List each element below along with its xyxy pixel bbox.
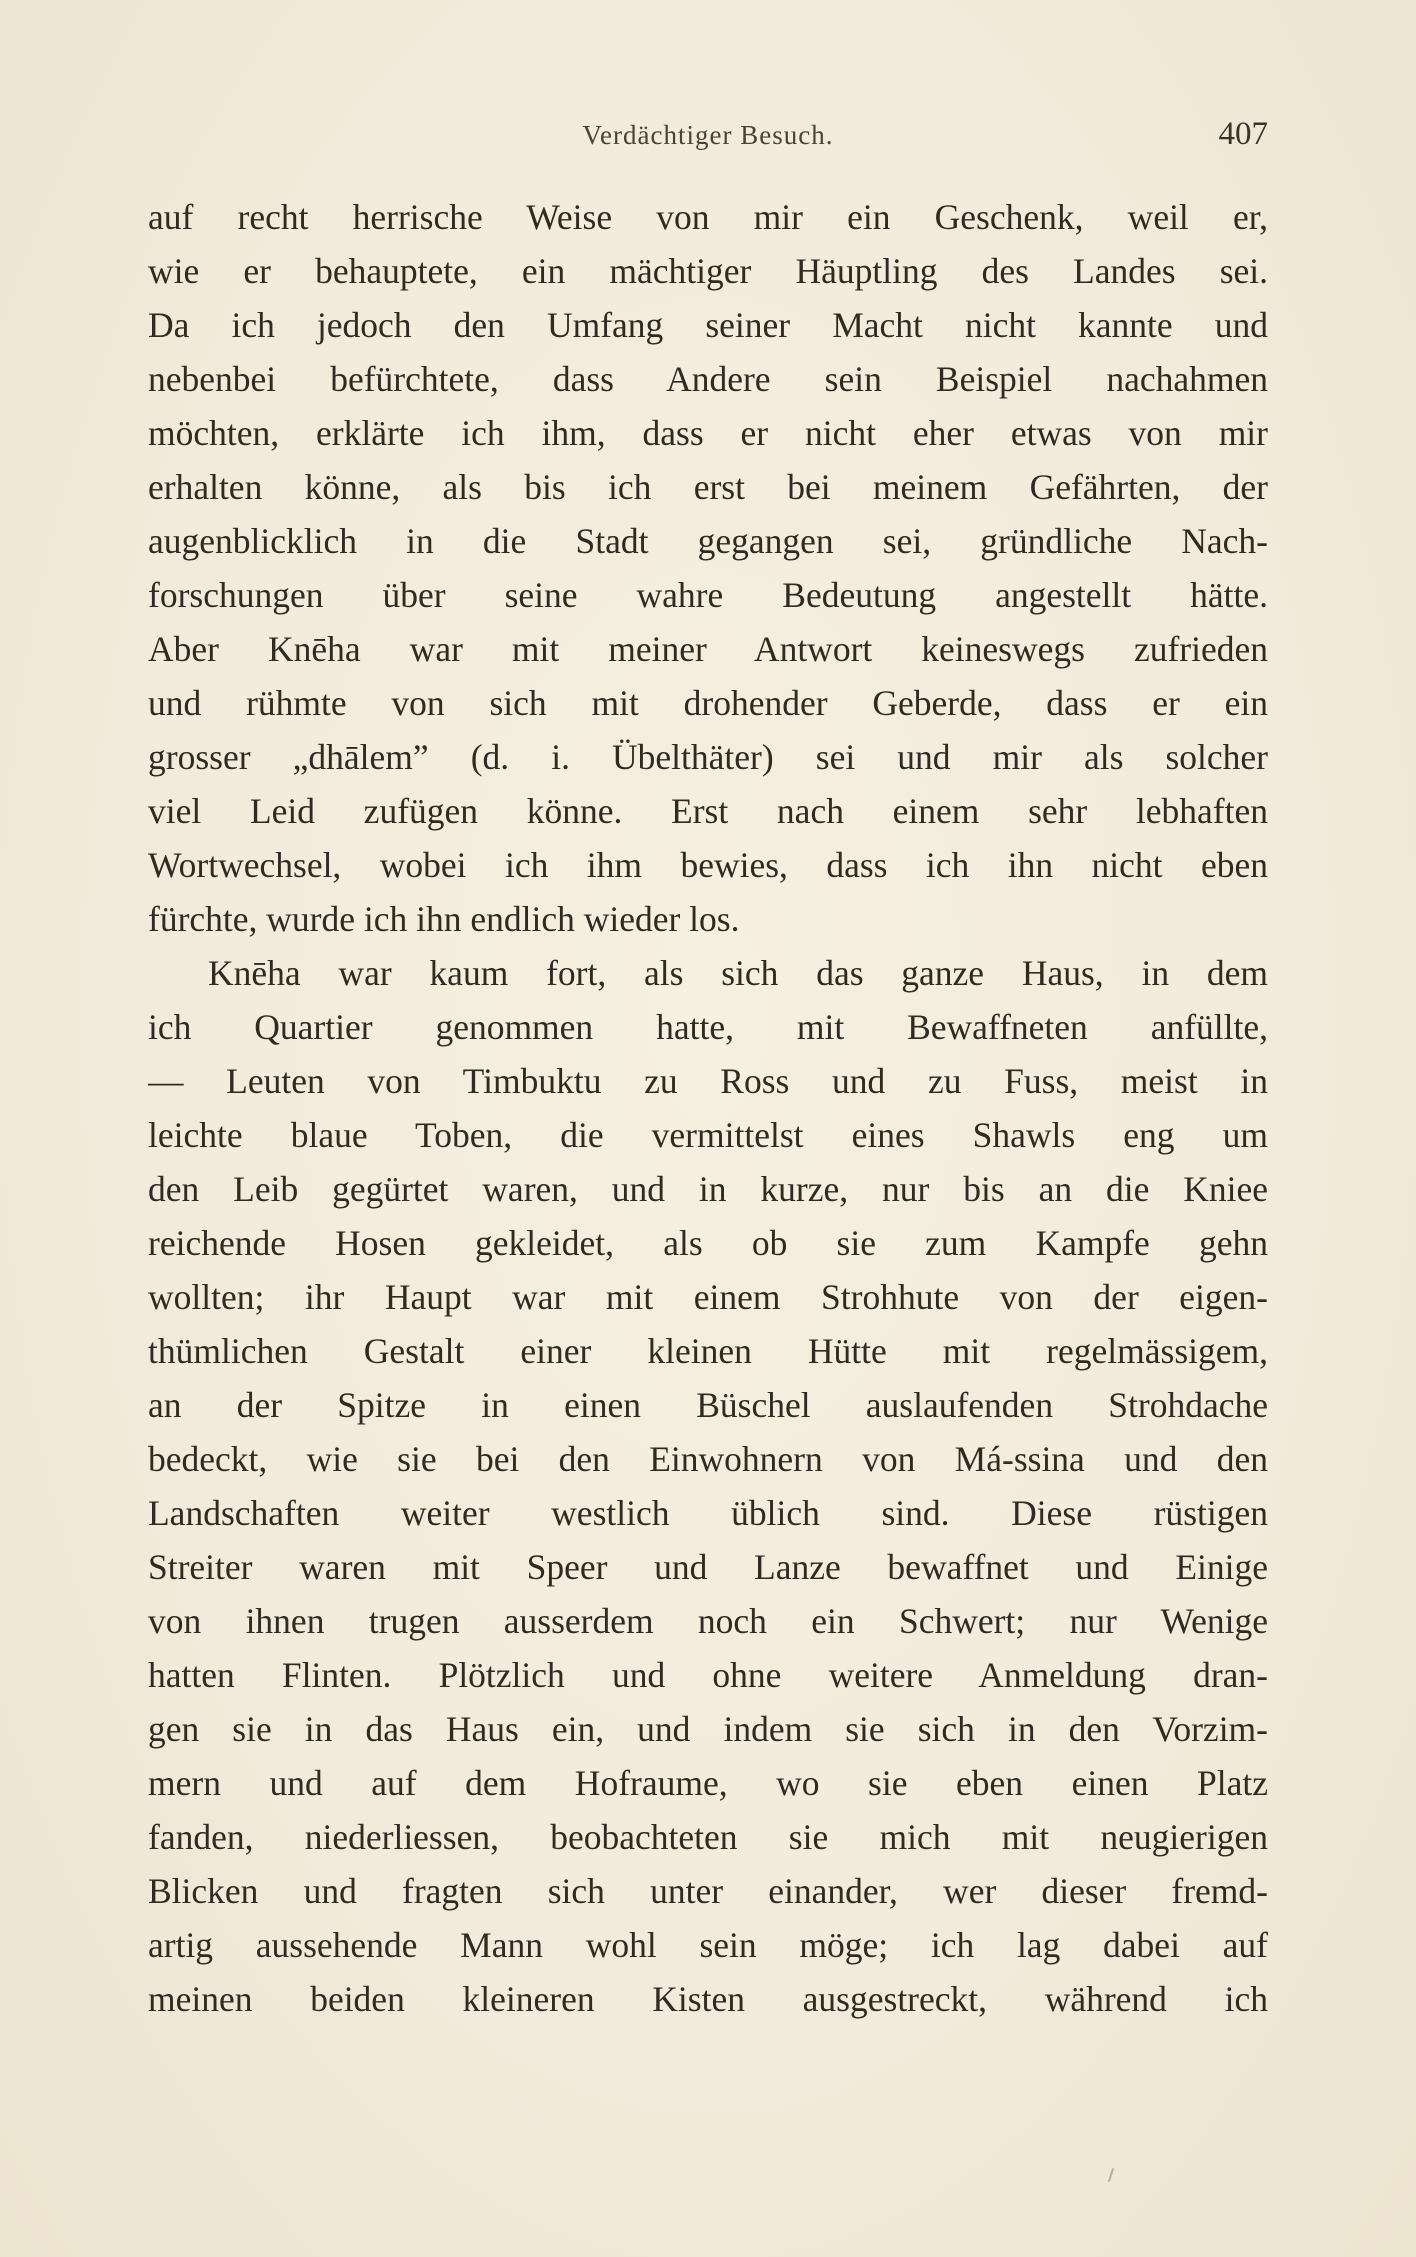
- text-line: möchten, erklärte ich ihm, dass er nicht eher etwas von mir: [148, 413, 1268, 453]
- text-line: grosser „dhālem” (d. i. Übelthäter) sei und mir als solcher: [148, 737, 1268, 777]
- text-line: Aber Knēha war mit meiner Antwort keineswegs zufrieden: [148, 629, 1268, 669]
- text-line: gen sie in das Haus ein, und indem sie sich in den Vorzim-: [148, 1709, 1268, 1749]
- text-line: den Leib gegürtet waren, und in kurze, nur bis an die Kniee: [148, 1169, 1268, 1209]
- text-line: meinen beiden kleineren Kisten ausgestreckt, während ich: [148, 1979, 1268, 2019]
- text-line: wollten; ihr Haupt war mit einem Strohhute von der eigen-: [148, 1277, 1268, 1317]
- text-line: bedeckt, wie sie bei den Einwohnern von Má-ssina und den: [148, 1439, 1268, 1479]
- body-text: [148, 190, 1268, 2026]
- text-line: fanden, niederliessen, beobachteten sie mich mit neugierigen: [148, 1817, 1268, 1857]
- text-line: Streiter waren mit Speer und Lanze bewaffnet und Einige: [148, 1547, 1268, 1587]
- text-line: leichte blaue Toben, die vermittelst eines Shawls eng um: [148, 1115, 1268, 1155]
- text-line: ich Quartier genommen hatte, mit Bewaffneten anfüllte,: [148, 1007, 1268, 1047]
- text-line: und rühmte von sich mit drohender Geberde, dass er ein: [148, 683, 1268, 723]
- text-line: forschungen über seine wahre Bedeutung angestellt hätte.: [148, 575, 1268, 615]
- text-line: thümlichen Gestalt einer kleinen Hütte mit regelmässigem,: [148, 1331, 1268, 1371]
- text-line: an der Spitze in einen Büschel auslaufenden Strohdache: [148, 1385, 1268, 1425]
- text-line: — Leuten von Timbuktu zu Ross und zu Fuss, meist in: [148, 1061, 1268, 1101]
- text-line: artig aussehende Mann wohl sein möge; ich lag dabei auf: [148, 1925, 1268, 1965]
- running-title: Verdächtiger Besuch.: [582, 120, 834, 150]
- text-line: erhalten könne, als bis ich erst bei meinem Gefährten, der: [148, 467, 1268, 507]
- text-line: viel Leid zufügen könne. Erst nach einem sehr lebhaften: [148, 791, 1268, 831]
- text-line: von ihnen trugen ausserdem noch ein Schwert; nur Wenige: [148, 1601, 1268, 1641]
- text-line: mern und auf dem Hofraume, wo sie eben einen Platz: [148, 1763, 1268, 1803]
- text-line: augenblicklich in die Stadt gegangen sei, gründliche Nach-: [148, 521, 1268, 561]
- text-line: reichende Hosen gekleidet, als ob sie zum Kampfe gehn: [148, 1223, 1268, 1263]
- text-line: Blicken und fragten sich unter einander, wer dieser fremd-: [148, 1871, 1268, 1911]
- text-line: hatten Flinten. Plötzlich und ohne weitere Anmeldung dran-: [148, 1655, 1268, 1695]
- text-line: fürchte, wurde ich ihn endlich wieder los.: [148, 899, 740, 939]
- text-line: nebenbei befürchtete, dass Andere sein Beispiel nachahmen: [148, 359, 1268, 399]
- text-line: Wortwechsel, wobei ich ihm bewies, dass ich ihn nicht eben: [148, 845, 1268, 885]
- page-number: 407: [1218, 116, 1268, 152]
- running-head: [148, 116, 1268, 160]
- text-line: wie er behauptete, ein mächtiger Häuptling des Landes sei.: [148, 251, 1268, 291]
- text-line: auf recht herrische Weise von mir ein Geschenk, weil er,: [148, 197, 1268, 237]
- paper-blemish: [1108, 2168, 1114, 2182]
- text-line: Landschaften weiter westlich üblich sind. Diese rüstigen: [148, 1493, 1268, 1533]
- text-line: Knēha war kaum fort, als sich das ganze Haus, in dem: [208, 953, 1268, 993]
- text-line: Da ich jedoch den Umfang seiner Macht nicht kannte und: [148, 305, 1268, 345]
